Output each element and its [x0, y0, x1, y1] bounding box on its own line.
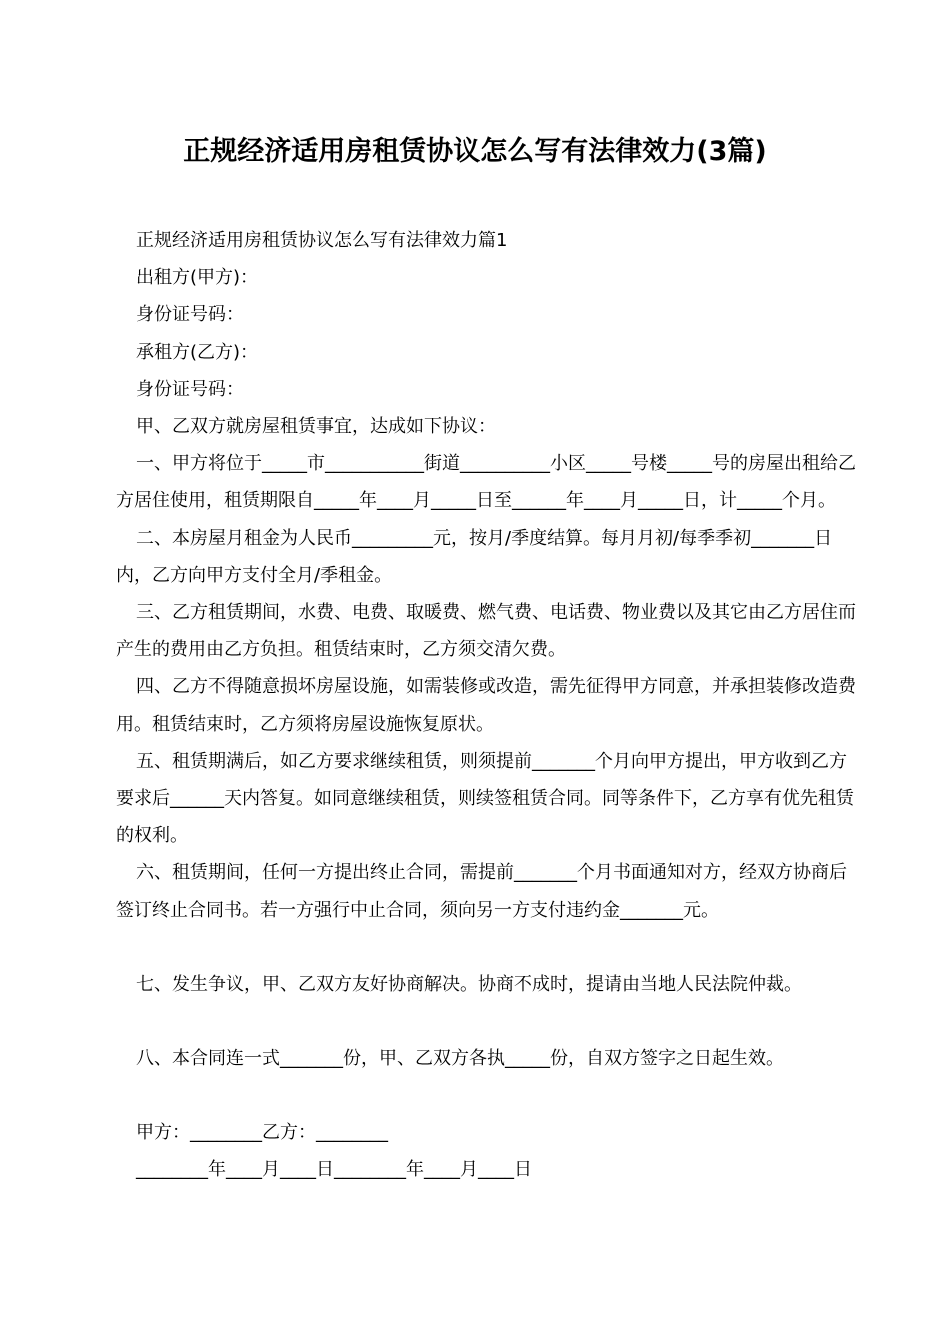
- spacer: [116, 929, 856, 966]
- clause-6: 六、租赁期间，任何一方提出终止合同，需提前_______个月书面通知对方，经双方协商后签订终止合同书。若一方强行中止合同，须向另一方支付违约金_______元。: [116, 862, 847, 921]
- clause-1: 一、甲方将位于_____市___________街道__________小区_____号楼_____号的房屋出租给乙方居住使用，租赁期限自_____年____月_____日至______年____月_____日，计_____个月。: [116, 453, 856, 512]
- document-body: [116, 222, 856, 1189]
- clause-7: 七、发生争议，甲、乙双方友好协商解决。协商不成时，提请由当地人民法院仲裁。: [136, 973, 802, 995]
- clause-8: 八、本合同连一式_______份，甲、乙双方各执_____份，自双方签字之日起生效。: [136, 1048, 784, 1070]
- signature-line: 甲方：________乙方：________: [136, 1122, 388, 1144]
- clause-2: 二、本房屋月租金为人民币_________元，按月/季度结算。每月月初/每季季初_______日内，乙方向甲方支付全月/季租金。: [116, 527, 833, 586]
- clause-3: 三、乙方租赁期间，水费、电费、取暖费、燃气费、电话费、物业费以及其它由乙方居住而产生的费用由乙方负担。租赁结束时，乙方须交清欠费。: [116, 602, 856, 661]
- lessor-id-line: 身份证号码：: [136, 304, 244, 326]
- document-title: 正规经济适用房租赁协议怎么写有法律效力(3篇): [183, 136, 767, 167]
- clause-4: 四、乙方不得随意损坏房屋设施，如需装修或改造，需先征得甲方同意，并承担装修改造费用。租赁结束时，乙方须将房屋设施恢复原状。: [116, 676, 856, 735]
- lessee-line: 承租方(乙方)：: [136, 341, 259, 363]
- lessor-line: 出租方(甲方)：: [136, 267, 259, 289]
- section-heading: 正规经济适用房租赁协议怎么写有法律效力篇1: [136, 230, 508, 251]
- lessee-id-line: 身份证号码：: [136, 378, 244, 400]
- spacer: [116, 1003, 856, 1040]
- date-line: ________年____月____日________年____月____日: [136, 1159, 532, 1181]
- clause-5: 五、租赁期满后，如乙方要求继续租赁，则须提前_______个月向甲方提出，甲方收到乙方要求后______天内答复。如同意继续租赁，则续签租赁合同。同等条件下，乙方享有优先租赁的权利。: [116, 750, 854, 847]
- agreement-intro: 甲、乙双方就房屋租赁事宜，达成如下协议：: [136, 416, 496, 438]
- spacer: [116, 1077, 856, 1114]
